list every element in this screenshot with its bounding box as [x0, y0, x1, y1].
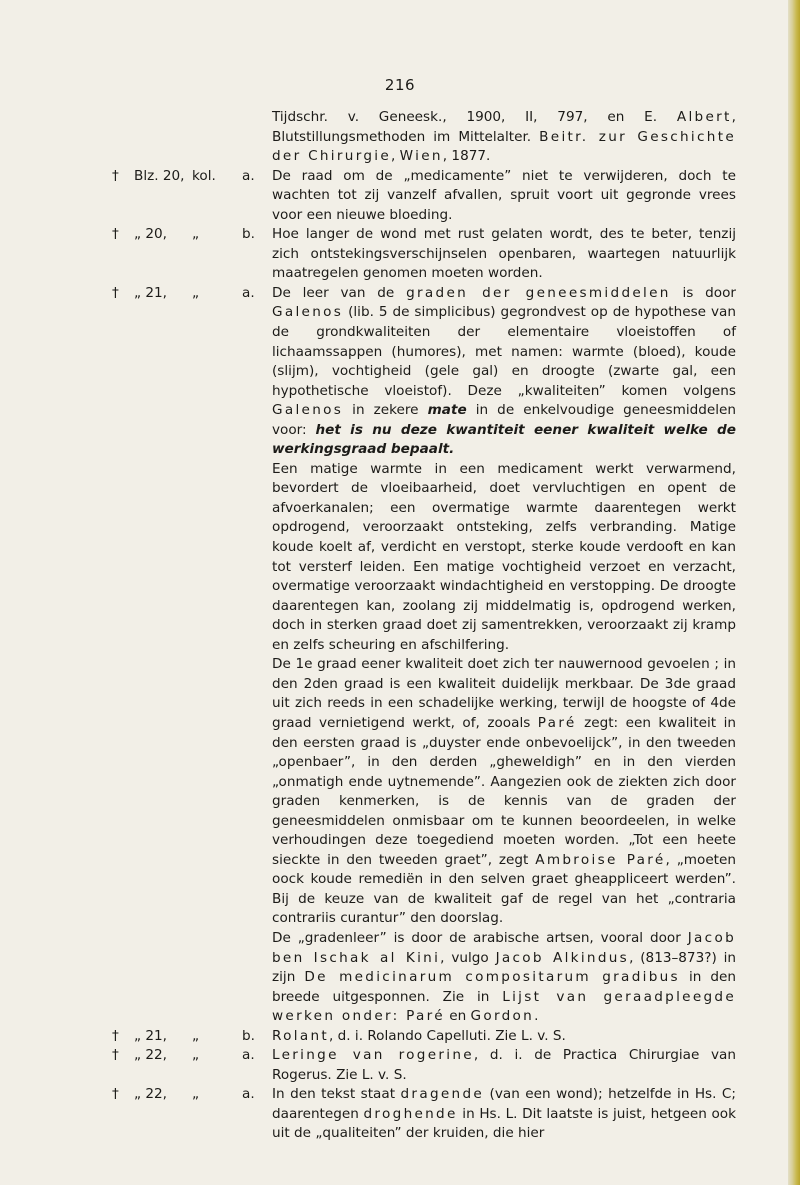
note-reference: † „ 22, „ a. — [112, 1046, 272, 1066]
note-text: De raad om de „medicamente” niet te verwijderen, doch te wachten tot zij vanzelf afvallen, spruit voort uit gegronde vrees voor een nieuwe bloeding. — [272, 167, 736, 223]
paragraph-gradenleer: De „gradenleer” is door de arabische artsen, vooral door Jacob ben Ischak al Kini, vulgo Jacob Alkindus, (813–873?) in zijn De medicinarum compositarum gradibus in den breede uitgesponnen. Zie in Lijst van geraadpleegde werken onder: Paré en Gordon. — [272, 929, 736, 1025]
dagger-mark: † — [112, 1027, 119, 1044]
note-entry — [112, 1046, 736, 1085]
author-name: Albert — [676, 109, 732, 125]
document-body — [112, 108, 736, 1144]
paragraph-warmte: Een matige warmte in een medicament werkt verwarmend, bevordert de vloeibaarheid, doet vervluchtigen en opent de afvoerkanalen; een overmatige warmte daarentegen werkt opdrogend, veroorzaakt ontsteking, zelfs verbranding. Matige koude koelt af, verdicht en verstopt, sterke koude verdooft en kan tot versterf leiden. Een matige vochtigheid verzoet en verzacht, overmatige veroorzaakt windachtigheid en verstopping. De droogte daarentegen kan, zoolang zij middelmatig is, opdrogend werken, doch in sterken graad doet zij samentrekken, veroorzaakt zij kramp en zelfs scheuring en afschilfering. — [272, 460, 736, 653]
page-edge — [788, 0, 800, 1185]
lead-citation: Tijdschr. v. Geneesk., 1900, II, 797, en E. Albert, Blutstillungsmethoden im Mittelalter. Beitr. zur Geschichte der Chirurgie, Wien, 1877. — [272, 109, 736, 165]
note-text: Rolant, d. i. Rolando Capelluti. Zie L. v. S. — [272, 1027, 566, 1044]
dagger-mark: † — [112, 226, 119, 243]
dagger-mark: † — [112, 1047, 119, 1064]
author-name: Ambroise Paré — [535, 851, 666, 868]
author-name: Paré — [537, 714, 577, 731]
note-entry — [112, 167, 736, 226]
note-reference: † „ 21, „ b. — [112, 1027, 272, 1047]
author-name: Galenos — [272, 402, 344, 419]
author-name: Jacob ben Ischak al Kini — [272, 929, 736, 966]
note-reference: † „ 22, „ a. — [112, 1085, 272, 1105]
book-title: De medicinarum compositarum gradibus — [304, 969, 680, 986]
author-name: Jacob Alkindus — [495, 949, 630, 966]
book-title: Beitr. zur Geschichte der Chirurgie — [272, 128, 736, 165]
note-entry — [112, 1027, 736, 1047]
note-text: Hoe langer de wond met rust gelaten wordt, des te beter, tenzij zich ontstekingsverschijnselen openbaren, waartegen natuurlijk maatregelen genomen moeten worden. — [272, 226, 736, 282]
note-text: Leringe van rogerine, d. i. de Practica Chirurgiae van Rogerus. Zie L. v. S. — [272, 1047, 737, 1083]
book-title: Leringe van rogerine — [272, 1047, 474, 1064]
dagger-mark: † — [112, 1086, 119, 1103]
note-reference: † „ 21, „ a. — [112, 284, 272, 304]
note-reference: † Blz. 20, kol. a. — [112, 167, 272, 187]
author-name: Rolant — [272, 1027, 330, 1044]
dagger-mark: † — [112, 284, 119, 301]
note-entry — [112, 225, 736, 284]
note-text: In den tekst staat dragende (van een wond); hetzelfde in Hs. C; daarentegen droghende in Hs. L. Dit laatste is juist, hetgeen ook uit de „qualiteiten” der kruiden, die hier — [272, 1086, 736, 1142]
note-reference: † „ 20, „ b. — [112, 225, 272, 245]
paragraph-graden: De leer van de graden der geneesmiddelen is door Galenos (lib. 5 de simplicibus) gegrondvest op de hypothese van de grondkwaliteiten der elementaire vloeistoffen of lichaamssappen (humores), met namen: warmte (bloed), koude (slijm), vochtigheid (gele gal) en droogte (zwarte gal, een hypothetische vloeistof). Deze „kwaliteiten” komen volgens Galenos in zekere mate in de enkelvoudige geneesmiddelen voor: het is nu deze kwantiteit eener kwaliteit welke de werkingsgraad bepaalt. — [272, 284, 736, 458]
note-text — [272, 284, 736, 1027]
dagger-mark: † — [112, 167, 119, 184]
publication-place: Wien — [399, 148, 443, 165]
paragraph-kwaliteit: De 1e graad eener kwaliteit doet zich ter nauwernood gevoelen ; in den 2den graad is een kwaliteit duidelijk merkbaar. De 3de graad uit zich reeds in een schadelijke werking, terwijl de hoogste of 4de graad vernietigend werkt, of, zooals Paré zegt: een kwaliteit in den eersten graad is „duyster ende onbevoelijck”, in den tweeden „openbaer”, in den derden „gheweldigh” en in den vierden „onmatigh ende uytnemende”. Aangezien ook de ziekten zich door graden kenmerken, is de kennis van de graden der geneesmiddelen onmisbaar om te kunnen beoordeelen, in welke verhoudingen deze toegediend moeten worden. „Tot een heete sieckte in den tweeden graet”, zegt Ambroise Paré, „moeten oock koude remediën in den selven graet gheappliceert werden”. Bij de keuze van de kwaliteit gaf de regel van het „contraria contrariis curantur” den doorslag. — [272, 656, 736, 927]
author-name: Galenos — [272, 304, 344, 321]
note-entry — [112, 1085, 736, 1144]
page-number: 216 — [384, 76, 416, 94]
note-entry — [112, 284, 736, 1027]
emphasis-text: het is nu deze kwantiteit eener kwaliteit welke de werkingsgraad bepaalt. — [272, 421, 736, 458]
citation-journal: Tijdschr. v. Geneesk. — [272, 109, 443, 125]
